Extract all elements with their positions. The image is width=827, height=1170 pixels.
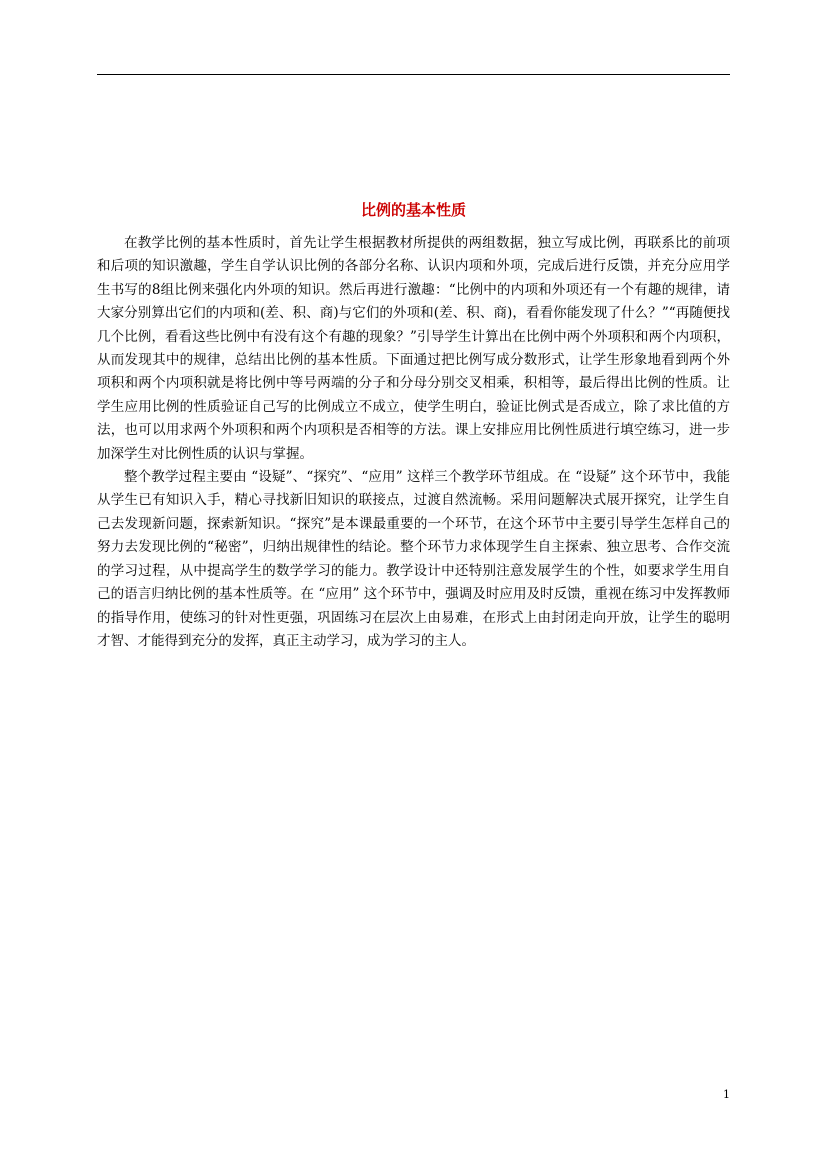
paragraph-2: 整个教学过程主要由 “设疑”、“探究”、“应用” 这样三个教学环节组成。在 “设疑” 这个环节中，我能从学生已有知识入手，精心寻找新旧知识的联接点，过渡自然流畅。采用问题解决式展开探究，让学生自己去发现新问题，探索新知识。“探究”是本课最重要的一个环节，在这个环节中主要引导学生怎样自己的努力去发现比例的“秘密”，归纳出规律性的结论。整个环节力求体现学生自主探索、独立思考、合作交流的学习过程，从中提高学生的数学学习的能力。教学设计中还特别注意发展学生的个性，如要求学生用自己的语言归纳比例的基本性质等。在 “应用” 这个环节中，强调及时应用及时反馈，重视在练习中发挥教师的指导作用，使练习的针对性更强，巩固练习在层次上由易难，在形式上由封闭走向开放，让学生的聪明才智、才能得到充分的发挥，真正主动学习，成为学习的主人。 xyxy=(97,469,730,649)
header-rule xyxy=(97,74,730,75)
document-title: 比例的基本性质 xyxy=(360,201,466,219)
page-number: 1 xyxy=(723,1088,730,1101)
paragraph-1: 在教学比例的基本性质时，首先让学生根据教材所提供的两组数据，独立写成比例，再联系比的前项和后项的知识激趣，学生自学认识比例的各部分名称、认识内项和外项，完成后进行反馈，并充分应用学生书写的8组比例来强化内外项的知识。然后再进行激趣：“比例中的内项和外项还有一个有趣的规律，请大家分别算出它们的内项和(差、积、商)与它们的外项和(差、积、商)，看看你能发现了什么？”“再随便找几个比例，看看这些比例中有没有这个有趣的现象？”引导学生计算出在比例中两个外项积和两个内项积，从而发现其中的规律，总结出比例的基本性质。下面通过把比例写成分数形式，让学生形象地看到两个外项积和两个内项积就是将比例中等号两端的分子和分母分别交叉相乘，积相等，最后得出比例的性质。让学生应用比例的性质验证自己写的比例成立不成立，使学生明白，验证比例式是否成立，除了求比值的方法，也可以用求两个外项积和两个内项积是否相等的方法。课上安排应用比例性质进行填空练习，进一步加深学生对比例性质的认识与掌握。 xyxy=(97,235,730,462)
document-body xyxy=(97,232,730,653)
